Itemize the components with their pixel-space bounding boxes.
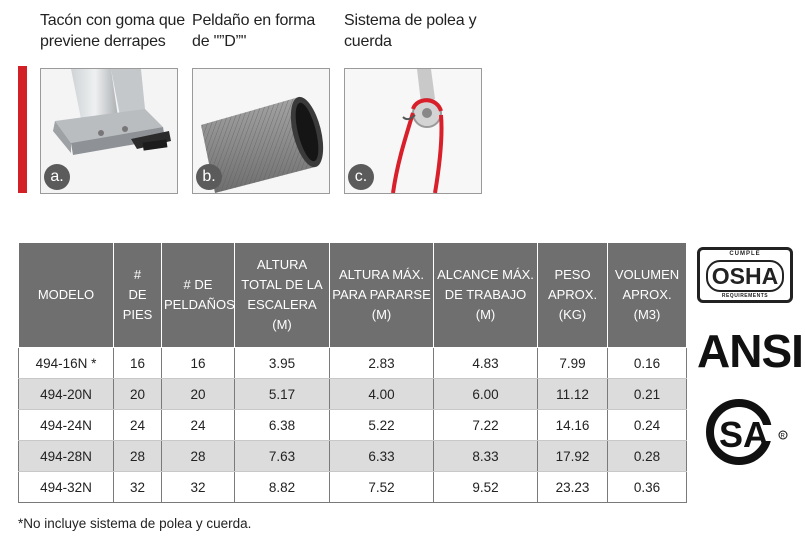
- table-cell: 4.00: [330, 379, 434, 410]
- table-cell: 16: [114, 348, 162, 379]
- feature-rubber-foot: [40, 10, 190, 185]
- column-header: ALTURA TOTAL DE LA ESCALERA (M): [235, 243, 330, 348]
- table-cell: 4.83: [434, 348, 538, 379]
- osha-top-text: CUMPLE: [729, 251, 761, 257]
- feature-d-rung: [192, 10, 342, 185]
- feature-photo-d-rung: [192, 68, 330, 194]
- table-cell: 28: [114, 441, 162, 472]
- accent-bar: [18, 66, 27, 193]
- table-cell: 494-20N: [19, 379, 114, 410]
- table-cell: 23.23: [538, 472, 608, 503]
- table-cell: 494-24N: [19, 410, 114, 441]
- table-cell: 20: [162, 379, 235, 410]
- table-cell: 32: [114, 472, 162, 503]
- csa-mark-icon: [705, 395, 795, 470]
- table-cell: 17.92: [538, 441, 608, 472]
- feature-caption: Sistema de polea y cuerda: [344, 12, 477, 50]
- table-cell: 5.17: [235, 379, 330, 410]
- table-cell: 494-32N: [19, 472, 114, 503]
- csa-letters: SA: [719, 414, 770, 455]
- ansi-logo: ANSI: [697, 325, 803, 377]
- feature-caption: Peldaño en forma de "”D”": [192, 12, 316, 50]
- table-cell: 494-28N: [19, 441, 114, 472]
- table-cell: 14.16: [538, 410, 608, 441]
- column-header: MODELO: [19, 243, 114, 348]
- table-cell: 24: [162, 410, 235, 441]
- column-header: # DE PELDAÑOS: [162, 243, 235, 348]
- table-cell: 2.83: [330, 348, 434, 379]
- table-cell: 6.33: [330, 441, 434, 472]
- osha-main-text: OSHA: [706, 260, 784, 292]
- feature-pulley: [344, 10, 494, 185]
- badge-b: b.: [196, 164, 222, 190]
- table-body: [19, 348, 687, 503]
- table-cell: 8.33: [434, 441, 538, 472]
- table-cell: 6.00: [434, 379, 538, 410]
- table-cell: 494-16N *: [19, 348, 114, 379]
- badge-a: a.: [44, 164, 70, 190]
- table-row: [19, 472, 687, 503]
- table-cell: 5.22: [330, 410, 434, 441]
- table-cell: 20: [114, 379, 162, 410]
- column-header: ALTURA MÁX. PARA PARARSE (M): [330, 243, 434, 348]
- specs-table: [18, 242, 687, 503]
- table-cell: 0.36: [608, 472, 687, 503]
- table-row: [19, 379, 687, 410]
- table-row: [19, 410, 687, 441]
- column-header: # DE PIES: [114, 243, 162, 348]
- column-header: ALCANCE MÁX. DE TRABAJO (M): [434, 243, 538, 348]
- table-cell: 0.24: [608, 410, 687, 441]
- table-cell: 24: [114, 410, 162, 441]
- table-cell: 16: [162, 348, 235, 379]
- feature-photo-pulley: [344, 68, 482, 194]
- osha-logo: [697, 247, 793, 303]
- table-cell: 0.28: [608, 441, 687, 472]
- table-cell: 8.82: [235, 472, 330, 503]
- table-cell: 11.12: [538, 379, 608, 410]
- csa-logo: [705, 395, 795, 470]
- osha-bottom-text: REQUIREMENTS: [721, 293, 769, 299]
- table-cell: 9.52: [434, 472, 538, 503]
- footnote: *No incluye sistema de polea y cuerda.: [18, 516, 252, 531]
- table-cell: 7.63: [235, 441, 330, 472]
- badge-c: c.: [348, 164, 374, 190]
- table-row: [19, 441, 687, 472]
- table-cell: 7.99: [538, 348, 608, 379]
- table-cell: 0.16: [608, 348, 687, 379]
- table-cell: 7.52: [330, 472, 434, 503]
- table-cell: 7.22: [434, 410, 538, 441]
- feature-caption: Tacón con goma que previene derrapes: [40, 12, 185, 50]
- table-cell: 6.38: [235, 410, 330, 441]
- svg-text:R: R: [780, 433, 785, 440]
- column-header: PESO APROX. (KG): [538, 243, 608, 348]
- feature-photo-rubber-foot: [40, 68, 178, 194]
- table-header-row: [19, 243, 687, 348]
- column-header: VOLUMEN APROX. (M3): [608, 243, 687, 348]
- table-cell: 3.95: [235, 348, 330, 379]
- table-cell: 28: [162, 441, 235, 472]
- table-row: [19, 348, 687, 379]
- table-cell: 0.21: [608, 379, 687, 410]
- table-cell: 32: [162, 472, 235, 503]
